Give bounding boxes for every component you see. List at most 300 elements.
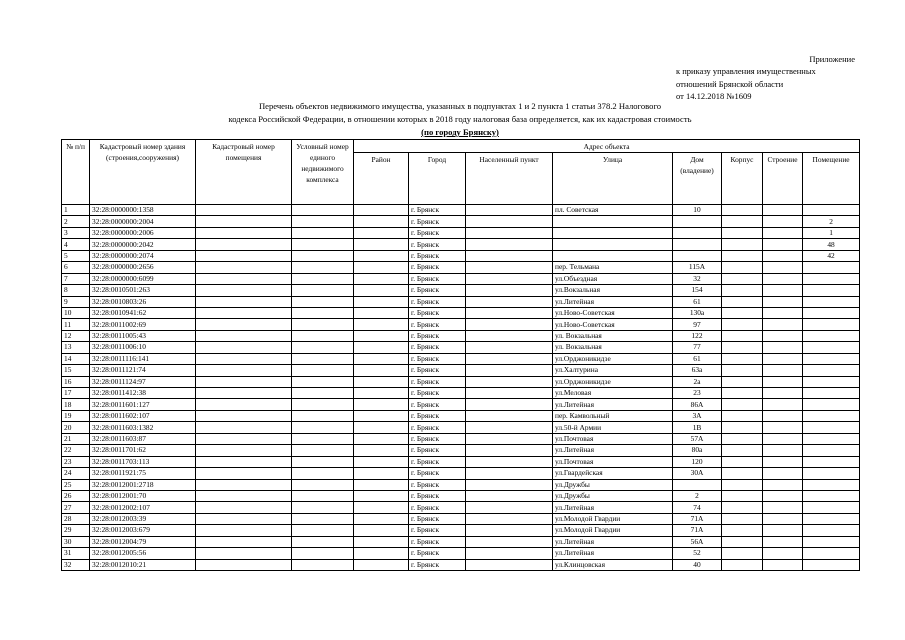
cell-city: г. Брянск	[409, 330, 466, 341]
cell-building-cadastral: 32:28:0011603:1382	[90, 422, 196, 433]
cell-building-cadastral: 32:28:0000000:2004	[90, 216, 196, 227]
cell-korpus	[722, 262, 763, 273]
table-row	[62, 319, 860, 330]
cell-complex-number	[292, 513, 354, 524]
cell-complex-number	[292, 353, 354, 364]
cell-room	[803, 353, 860, 364]
cell-room	[803, 490, 860, 501]
cell-city: г. Брянск	[409, 376, 466, 387]
cell-num: 14	[62, 353, 90, 364]
cell-room	[803, 273, 860, 284]
cell-city: г. Брянск	[409, 536, 466, 547]
cell-settlement	[466, 513, 553, 524]
cell-street: ул. Вокзальная	[553, 342, 673, 353]
cell-district	[354, 239, 409, 250]
cell-stroenie	[763, 502, 803, 513]
cell-settlement	[466, 388, 553, 399]
cell-street	[553, 227, 673, 238]
cell-street	[553, 239, 673, 250]
header-complex-number: Условный номер единого недвижимого комплекса	[292, 140, 354, 205]
cell-room	[803, 536, 860, 547]
cell-house: 32	[673, 273, 722, 284]
cell-room	[803, 456, 860, 467]
cell-city: г. Брянск	[409, 285, 466, 296]
cell-num: 11	[62, 319, 90, 330]
cell-house: 61	[673, 296, 722, 307]
cell-complex-number	[292, 307, 354, 318]
cell-stroenie	[763, 227, 803, 238]
document-title	[130, 100, 790, 139]
cell-street: ул.Литейная	[553, 548, 673, 559]
cell-street: ул.Вокзальная	[553, 285, 673, 296]
cell-room	[803, 479, 860, 490]
cell-premises-cadastral	[196, 445, 292, 456]
cell-korpus	[722, 399, 763, 410]
cell-district	[354, 456, 409, 467]
cell-complex-number	[292, 445, 354, 456]
cell-stroenie	[763, 330, 803, 341]
header-num: № п/п	[62, 140, 90, 205]
table-row	[62, 205, 860, 216]
cell-settlement	[466, 422, 553, 433]
cell-settlement	[466, 559, 553, 570]
cell-district	[354, 479, 409, 490]
cell-district	[354, 330, 409, 341]
header-korpus: Корпус	[722, 153, 763, 205]
cell-district	[354, 433, 409, 444]
cell-building-cadastral: 32:28:0012010:21	[90, 559, 196, 570]
cell-building-cadastral: 32:28:0010803:26	[90, 296, 196, 307]
cell-street: ул.Ново-Советская	[553, 307, 673, 318]
cell-city: г. Брянск	[409, 365, 466, 376]
header-city: Город	[409, 153, 466, 205]
table-row	[62, 342, 860, 353]
table-row	[62, 468, 860, 479]
cell-premises-cadastral	[196, 536, 292, 547]
cell-num: 15	[62, 365, 90, 376]
cell-num: 27	[62, 502, 90, 513]
header-building-cadastral: Кадастровый номер здания (строения,сооружения)	[90, 140, 196, 205]
cell-district	[354, 342, 409, 353]
cell-stroenie	[763, 399, 803, 410]
cell-district	[354, 445, 409, 456]
cell-complex-number	[292, 342, 354, 353]
cell-complex-number	[292, 548, 354, 559]
cell-room	[803, 376, 860, 387]
title-subtitle: (по городу Брянску)	[421, 127, 499, 137]
cell-district	[354, 536, 409, 547]
cell-house	[673, 216, 722, 227]
cell-building-cadastral: 32:28:0000000:2656	[90, 262, 196, 273]
cell-settlement	[466, 525, 553, 536]
cell-city: г. Брянск	[409, 502, 466, 513]
cell-room	[803, 433, 860, 444]
cell-settlement	[466, 445, 553, 456]
cell-num: 4	[62, 239, 90, 250]
cell-building-cadastral: 32:28:0011601:127	[90, 399, 196, 410]
table-row	[62, 273, 860, 284]
cell-street: пер. Камвольный	[553, 410, 673, 421]
cell-settlement	[466, 250, 553, 261]
cell-city: г. Брянск	[409, 296, 466, 307]
cell-room	[803, 319, 860, 330]
cell-complex-number	[292, 319, 354, 330]
cell-building-cadastral: 32:28:0012002:107	[90, 502, 196, 513]
cell-district	[354, 502, 409, 513]
cell-room	[803, 285, 860, 296]
table-row	[62, 353, 860, 364]
cell-street: ул.50-й Армии	[553, 422, 673, 433]
table-row	[62, 410, 860, 421]
table-row	[62, 250, 860, 261]
cell-settlement	[466, 330, 553, 341]
cell-stroenie	[763, 365, 803, 376]
cell-korpus	[722, 330, 763, 341]
cell-house: 115А	[673, 262, 722, 273]
cell-house: 23	[673, 388, 722, 399]
header-stroenie: Строение	[763, 153, 803, 205]
cell-premises-cadastral	[196, 399, 292, 410]
cell-settlement	[466, 227, 553, 238]
cell-num: 30	[62, 536, 90, 547]
cell-korpus	[722, 559, 763, 570]
cell-premises-cadastral	[196, 353, 292, 364]
cell-korpus	[722, 490, 763, 501]
cell-house: 120	[673, 456, 722, 467]
cell-city: г. Брянск	[409, 490, 466, 501]
cell-building-cadastral: 32:28:0012001:70	[90, 490, 196, 501]
cell-settlement	[466, 319, 553, 330]
cell-korpus	[722, 456, 763, 467]
cell-city: г. Брянск	[409, 319, 466, 330]
cell-street: ул.Почтовая	[553, 433, 673, 444]
cell-district	[354, 559, 409, 570]
table-row	[62, 536, 860, 547]
header-settlement: Населенный пункт	[466, 153, 553, 205]
cell-premises-cadastral	[196, 410, 292, 421]
cell-street: ул.Ново-Советская	[553, 319, 673, 330]
cell-stroenie	[763, 273, 803, 284]
cell-building-cadastral: 32:28:0011116:141	[90, 353, 196, 364]
cell-room: 48	[803, 239, 860, 250]
cell-stroenie	[763, 342, 803, 353]
cell-complex-number	[292, 536, 354, 547]
header-house: Дом (владение)	[673, 153, 722, 205]
cell-settlement	[466, 307, 553, 318]
cell-stroenie	[763, 433, 803, 444]
cell-building-cadastral: 32:28:0010501:263	[90, 285, 196, 296]
cell-city: г. Брянск	[409, 513, 466, 524]
cell-premises-cadastral	[196, 513, 292, 524]
cell-building-cadastral: 32:28:0012004:79	[90, 536, 196, 547]
table-row	[62, 479, 860, 490]
cell-street: ул. Вокзальная	[553, 330, 673, 341]
cell-stroenie	[763, 205, 803, 216]
cell-settlement	[466, 433, 553, 444]
cell-house	[673, 250, 722, 261]
cell-complex-number	[292, 410, 354, 421]
cell-street: ул.Молодой Гвардии	[553, 513, 673, 524]
cell-room	[803, 262, 860, 273]
cell-num: 17	[62, 388, 90, 399]
cell-num: 21	[62, 433, 90, 444]
cell-building-cadastral: 32:28:0012005:56	[90, 548, 196, 559]
cell-complex-number	[292, 479, 354, 490]
cell-city: г. Брянск	[409, 410, 466, 421]
cell-korpus	[722, 296, 763, 307]
cell-district	[354, 319, 409, 330]
cell-district	[354, 205, 409, 216]
cell-city: г. Брянск	[409, 262, 466, 273]
cell-street: ул.Литейная	[553, 445, 673, 456]
table-row	[62, 445, 860, 456]
cell-premises-cadastral	[196, 365, 292, 376]
cell-korpus	[722, 433, 763, 444]
cell-stroenie	[763, 410, 803, 421]
cell-district	[354, 422, 409, 433]
cell-korpus	[722, 365, 763, 376]
cell-house: 61	[673, 353, 722, 364]
cell-num: 23	[62, 456, 90, 467]
cell-district	[354, 227, 409, 238]
appendix-order-line: к приказу управления имущественных	[676, 66, 816, 77]
cell-num: 10	[62, 307, 90, 318]
cell-premises-cadastral	[196, 502, 292, 513]
cell-street: ул.Дружбы	[553, 490, 673, 501]
cell-house: 2	[673, 490, 722, 501]
table-row	[62, 502, 860, 513]
cell-complex-number	[292, 262, 354, 273]
cell-house	[673, 227, 722, 238]
cell-korpus	[722, 205, 763, 216]
cell-district	[354, 525, 409, 536]
cell-house: 57А	[673, 433, 722, 444]
cell-street: ул.Орджоникидзе	[553, 353, 673, 364]
table-body	[62, 205, 860, 571]
cell-district	[354, 250, 409, 261]
cell-house: 10	[673, 205, 722, 216]
table-row	[62, 513, 860, 524]
cell-building-cadastral: 32:28:0011603:87	[90, 433, 196, 444]
table-row	[62, 433, 860, 444]
cell-street: ул.Литейная	[553, 399, 673, 410]
cell-stroenie	[763, 319, 803, 330]
cell-room	[803, 399, 860, 410]
cell-building-cadastral: 32:28:0011124:97	[90, 376, 196, 387]
cell-city: г. Брянск	[409, 422, 466, 433]
cell-settlement	[466, 479, 553, 490]
cell-stroenie	[763, 536, 803, 547]
cell-city: г. Брянск	[409, 525, 466, 536]
cell-city: г. Брянск	[409, 273, 466, 284]
cell-city: г. Брянск	[409, 205, 466, 216]
cell-stroenie	[763, 548, 803, 559]
cell-room	[803, 330, 860, 341]
cell-stroenie	[763, 559, 803, 570]
cell-num: 25	[62, 479, 90, 490]
cell-stroenie	[763, 353, 803, 364]
cell-street: ул.Молодой Гвардии	[553, 525, 673, 536]
cell-street: ул.Литейная	[553, 536, 673, 547]
cell-num: 3	[62, 227, 90, 238]
cell-room	[803, 502, 860, 513]
cell-stroenie	[763, 285, 803, 296]
cell-premises-cadastral	[196, 490, 292, 501]
cell-city: г. Брянск	[409, 227, 466, 238]
cell-street: ул.Гвардейская	[553, 468, 673, 479]
appendix-title: Приложение	[809, 54, 855, 64]
cell-korpus	[722, 376, 763, 387]
cell-premises-cadastral	[196, 433, 292, 444]
cell-num: 20	[62, 422, 90, 433]
cell-korpus	[722, 536, 763, 547]
cell-complex-number	[292, 388, 354, 399]
cell-premises-cadastral	[196, 205, 292, 216]
cell-city: г. Брянск	[409, 479, 466, 490]
cell-room	[803, 296, 860, 307]
cell-num: 2	[62, 216, 90, 227]
cell-num: 24	[62, 468, 90, 479]
cell-num: 12	[62, 330, 90, 341]
cell-house: 63а	[673, 365, 722, 376]
cell-korpus	[722, 227, 763, 238]
cell-premises-cadastral	[196, 273, 292, 284]
cell-room	[803, 410, 860, 421]
cell-complex-number	[292, 376, 354, 387]
cell-complex-number	[292, 285, 354, 296]
cell-city: г. Брянск	[409, 388, 466, 399]
cell-complex-number	[292, 456, 354, 467]
cell-complex-number	[292, 399, 354, 410]
cell-house: 77	[673, 342, 722, 353]
cell-district	[354, 273, 409, 284]
cell-building-cadastral: 32:28:0011701:62	[90, 445, 196, 456]
table-row	[62, 376, 860, 387]
cell-city: г. Брянск	[409, 353, 466, 364]
cell-num: 32	[62, 559, 90, 570]
cell-korpus	[722, 468, 763, 479]
cell-stroenie	[763, 490, 803, 501]
cell-num: 13	[62, 342, 90, 353]
cell-stroenie	[763, 216, 803, 227]
cell-settlement	[466, 285, 553, 296]
cell-stroenie	[763, 250, 803, 261]
cell-complex-number	[292, 273, 354, 284]
cell-complex-number	[292, 502, 354, 513]
cell-room	[803, 513, 860, 524]
cell-stroenie	[763, 307, 803, 318]
table-row	[62, 365, 860, 376]
cell-complex-number	[292, 239, 354, 250]
table-row	[62, 296, 860, 307]
cell-stroenie	[763, 376, 803, 387]
cell-num: 5	[62, 250, 90, 261]
cell-building-cadastral: 32:28:0012003:39	[90, 513, 196, 524]
cell-korpus	[722, 422, 763, 433]
table-row	[62, 490, 860, 501]
cell-complex-number	[292, 330, 354, 341]
cell-city: г. Брянск	[409, 445, 466, 456]
cell-building-cadastral: 32:28:0011006:10	[90, 342, 196, 353]
cell-complex-number	[292, 216, 354, 227]
cell-street: пл. Советская	[553, 205, 673, 216]
cell-settlement	[466, 216, 553, 227]
cell-district	[354, 548, 409, 559]
cell-num: 18	[62, 399, 90, 410]
cell-room	[803, 445, 860, 456]
title-line-1: Перечень объектов недвижимого имущества, указанных в подпунктах 1 и 2 пункта 1 статьи 378.2 Налогового	[258, 101, 662, 111]
cell-district	[354, 376, 409, 387]
cell-house: 3А	[673, 410, 722, 421]
table-row	[62, 239, 860, 250]
header-street: Улица	[553, 153, 673, 205]
cell-building-cadastral: 32:28:0011602:107	[90, 410, 196, 421]
cell-room: 2	[803, 216, 860, 227]
cell-district	[354, 285, 409, 296]
header-room: Помещение	[803, 153, 860, 205]
cell-room	[803, 205, 860, 216]
cell-complex-number	[292, 365, 354, 376]
cell-building-cadastral: 32:28:0011121:74	[90, 365, 196, 376]
cell-num: 6	[62, 262, 90, 273]
cell-building-cadastral: 32:28:0000000:2074	[90, 250, 196, 261]
cell-house: 71А	[673, 513, 722, 524]
property-table	[61, 139, 860, 571]
cell-num: 8	[62, 285, 90, 296]
table-row	[62, 216, 860, 227]
cell-city: г. Брянск	[409, 307, 466, 318]
cell-city: г. Брянск	[409, 456, 466, 467]
cell-num: 9	[62, 296, 90, 307]
cell-korpus	[722, 502, 763, 513]
cell-stroenie	[763, 456, 803, 467]
appendix-date-line: от 14.12.2018 №1609	[676, 91, 752, 102]
cell-korpus	[722, 445, 763, 456]
cell-settlement	[466, 376, 553, 387]
cell-korpus	[722, 388, 763, 399]
cell-complex-number	[292, 296, 354, 307]
cell-room	[803, 365, 860, 376]
cell-room: 1	[803, 227, 860, 238]
cell-stroenie	[763, 262, 803, 273]
cell-korpus	[722, 410, 763, 421]
cell-street: ул.Литейная	[553, 296, 673, 307]
cell-settlement	[466, 456, 553, 467]
cell-district	[354, 353, 409, 364]
cell-korpus	[722, 353, 763, 364]
cell-house: 130а	[673, 307, 722, 318]
cell-korpus	[722, 342, 763, 353]
cell-house: 71А	[673, 525, 722, 536]
cell-premises-cadastral	[196, 296, 292, 307]
cell-settlement	[466, 468, 553, 479]
cell-premises-cadastral	[196, 227, 292, 238]
cell-num: 29	[62, 525, 90, 536]
cell-district	[354, 399, 409, 410]
cell-korpus	[722, 319, 763, 330]
cell-city: г. Брянск	[409, 468, 466, 479]
cell-settlement	[466, 262, 553, 273]
table-row	[62, 559, 860, 570]
cell-num: 19	[62, 410, 90, 421]
appendix-block	[575, 53, 855, 103]
cell-room	[803, 468, 860, 479]
cell-complex-number	[292, 205, 354, 216]
cell-korpus	[722, 307, 763, 318]
header-address: Адрес объекта	[354, 140, 860, 153]
cell-premises-cadastral	[196, 548, 292, 559]
cell-room	[803, 559, 860, 570]
